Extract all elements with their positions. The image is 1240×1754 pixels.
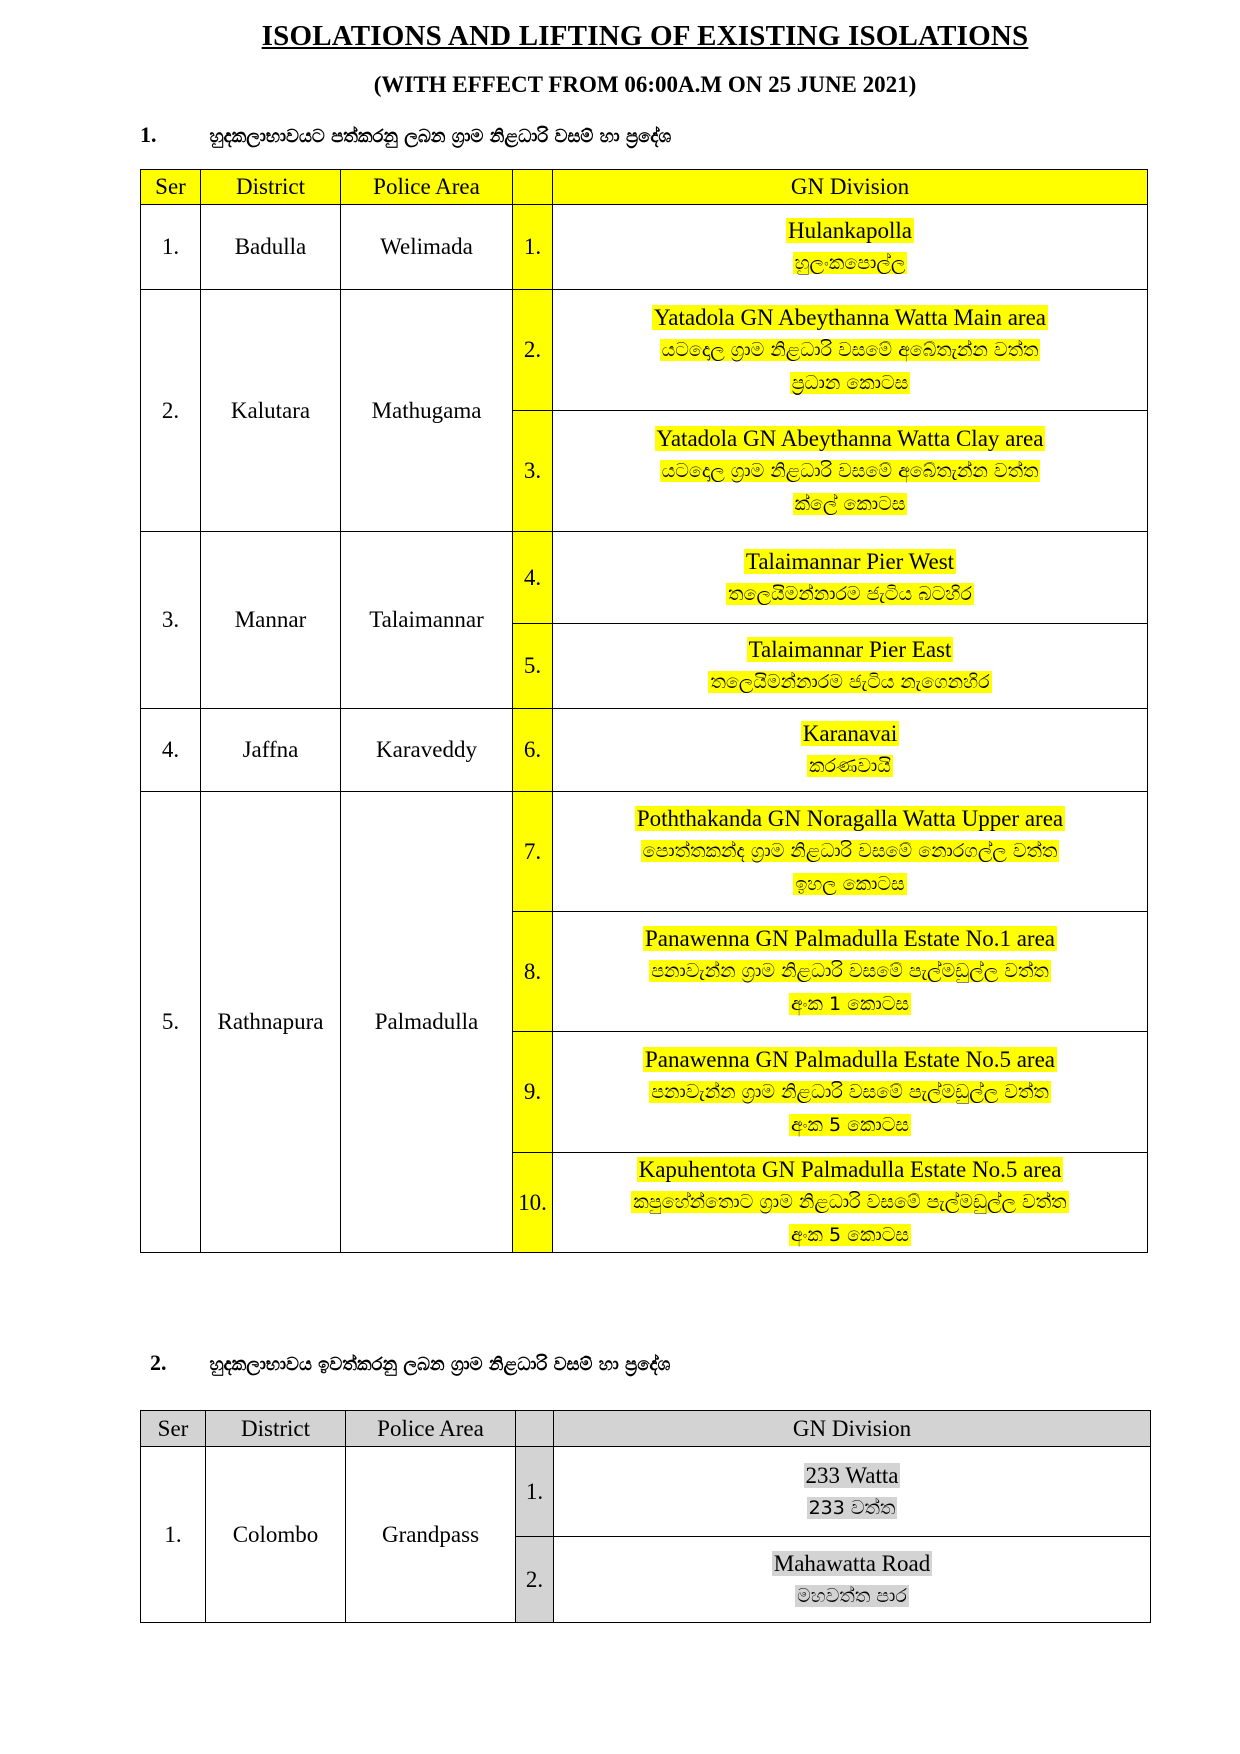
table-body [141,1447,1151,1623]
police-area-cell: Palmadulla [341,792,513,1253]
gn-name-sinhala [553,666,1147,699]
gn-name-sinhala-text: ප්‍රධාන කොටස [791,371,909,394]
gn-division-cell [553,912,1148,1032]
index-cell: 4. [513,532,553,624]
gn-name-english [553,301,1147,334]
section-heading-text: හුදකලාභාවය ඉවත්කරනු ලබන ග්‍රාම නිළධාරි වසම් හා ප්‍රදේශ [209,1354,671,1375]
index-cell: 2. [513,290,553,411]
gn-name-english [553,633,1147,666]
table-row [141,792,1148,912]
gn-name-english-text: Hulankapolla [788,218,912,243]
gn-name-english [554,1459,1150,1492]
police-area-cell: Talaimannar [341,532,513,709]
document-subtitle: (WITH EFFECT FROM 06:00A.M ON 25 JUNE 2021) [373,72,917,97]
gn-name-sinhala-text: යටදොල ග්‍රාම නිළධාරි වසමේ අබේතැන්න වත්ත [661,338,1039,361]
gn-name-sinhala [554,1492,1150,1525]
gn-name-english [553,1043,1147,1076]
section-2-heading [150,1350,670,1376]
gn-division-cell [554,1537,1151,1623]
index-cell: 8. [513,912,553,1032]
document-title: ISOLATIONS AND LIFTING OF EXISTING ISOLATIONS [261,20,1029,52]
gn-name-sinhala-text: යටදොල ග්‍රාම නිළධාරි වසමේ අබේතැන්න වත්ත [661,459,1039,482]
table-row [141,205,1148,290]
gn-name-english [554,1547,1150,1580]
gn-name-english-text: Karanavai [802,721,898,746]
ser-cell: 1. [141,1447,206,1623]
ser-cell: 2. [141,290,201,532]
gn-name-sinhala [554,1580,1150,1613]
gn-name-sinhala [553,488,1147,521]
gn-division-cell [554,1447,1151,1537]
index-cell: 3. [513,411,553,532]
gn-name-sinhala [553,988,1147,1021]
column-header-ser: Ser [141,1411,206,1447]
gn-name-english [553,214,1147,247]
district-cell: Rathnapura [201,792,341,1253]
gn-name-english [553,1153,1147,1186]
gn-name-sinhala [553,578,1147,611]
gn-name-sinhala [553,750,1147,783]
gn-division-cell [553,1153,1148,1253]
gn-name-english [553,545,1147,578]
gn-name-sinhala-text: පනාවැන්න ග්‍රාම නිළධාරි වසමේ පැල්මඩුල්ල වත්ත [651,960,1049,982]
gn-name-english-text: Panawenna GN Palmadulla Estate No.5 area [644,1046,1056,1072]
ser-cell: 1. [141,205,201,290]
gn-name-sinhala [553,247,1147,280]
gn-name-english-text: Panawenna GN Palmadulla Estate No.1 area [644,926,1056,951]
district-cell: Kalutara [201,290,341,532]
section-1-heading [140,122,671,148]
column-header-index [513,170,553,205]
gn-name-sinhala [553,334,1147,367]
ser-cell: 4. [141,709,201,792]
index-cell: 1. [513,205,553,290]
gn-name-sinhala [553,455,1147,488]
gn-name-sinhala [553,1076,1147,1109]
table-row [141,1447,1151,1537]
table-row [141,532,1148,624]
column-header-ser: Ser [141,170,201,205]
gn-name-sinhala [553,835,1147,868]
police-area-cell: Welimada [341,205,513,290]
gn-name-sinhala [553,955,1147,988]
gn-name-english-text: Mahawatta Road [773,1550,931,1576]
gn-name-sinhala-text: මහවත්ත පාර [797,1584,907,1607]
gn-name-sinhala [553,1186,1147,1219]
gn-name-english-text: Yatadola GN Abeythanna Watta Main area [653,304,1047,330]
gn-name-english-text: Yatadola GN Abeythanna Watta Clay area [656,425,1044,451]
gn-division-cell [553,624,1148,709]
gn-division-cell [553,792,1148,912]
column-header-gn-division: GN Division [553,170,1148,205]
gn-name-english-text: Talaimannar Pier West [745,548,955,574]
gn-name-english-text: Talaimannar Pier East [748,637,952,662]
isolations-table [140,169,1148,1253]
gn-name-sinhala-text: 233 වත්ත [808,1496,896,1519]
table-row [141,290,1148,411]
index-cell: 5. [513,624,553,709]
index-cell: 10. [513,1153,553,1253]
column-header-police-area: Police Area [346,1411,516,1447]
table-body [141,205,1148,1253]
gn-division-cell [553,1032,1148,1153]
gn-name-sinhala [553,868,1147,901]
gn-name-sinhala [553,367,1147,400]
gn-name-english-text: Kapuhentota GN Palmadulla Estate No.5 area [638,1157,1062,1182]
ser-cell: 5. [141,792,201,1253]
gn-name-english-text: 233 Watta [805,1462,899,1488]
gn-division-cell [553,290,1148,411]
gn-name-sinhala-text: අංක 1 කොටස [790,993,910,1015]
gn-name-english [553,717,1147,750]
column-header-police-area: Police Area [341,170,513,205]
police-area-cell: Karaveddy [341,709,513,792]
index-cell: 9. [513,1032,553,1153]
gn-name-sinhala-text: තලෙයිමන්නාරම ජැටිය නැගෙනහිර [710,671,990,693]
section-heading-text: හුදකලාභාවයට පත්කරනු ලබන ග්‍රාම නිළධාරි වසම් හා ප්‍රදේශ [209,126,672,147]
district-cell: Colombo [206,1447,346,1623]
gn-name-sinhala-text: අංක 5 කොටස [790,1113,910,1136]
gn-division-cell [553,709,1148,792]
gn-name-english [553,802,1147,835]
gn-name-sinhala-text: කරණවායි [809,755,891,777]
lifted-isolations-table [140,1410,1151,1623]
gn-name-sinhala-text: ඉහල කොටස [795,873,905,895]
gn-name-english-text: Poththakanda GN Noragalla Watta Upper area [636,806,1064,831]
table-row [141,709,1148,792]
gn-name-sinhala-text: අංක 5 කොටස [790,1224,910,1246]
index-cell: 2. [516,1537,554,1623]
gn-name-english [553,922,1147,955]
police-area-cell: Grandpass [346,1447,516,1623]
district-cell: Badulla [201,205,341,290]
column-header-district: District [201,170,341,205]
gn-name-sinhala-text: හුලංකපොල්ල [794,252,906,274]
column-header-district: District [206,1411,346,1447]
index-cell: 1. [516,1447,554,1537]
column-header-index [516,1411,554,1447]
gn-name-sinhala-text: කපුහේන්තොට ග්‍රාම නිළධාරි වසමේ පැල්මඩුල්ල වත්ත [633,1191,1067,1213]
gn-name-sinhala-text: තලෙයිමන්නාරම ජැටිය බටහිර [728,582,972,605]
gn-name-sinhala-text: පොත්තකන්ද ග්‍රාම නිළධාරි වසමේ නොරගල්ල වත්ත [642,840,1058,862]
district-cell: Mannar [201,532,341,709]
section-number: 2. [150,1350,167,1375]
gn-division-cell [553,205,1148,290]
gn-name-sinhala [553,1109,1147,1142]
index-cell: 7. [513,792,553,912]
police-area-cell: Mathugama [341,290,513,532]
column-header-gn-division: GN Division [554,1411,1151,1447]
index-cell: 6. [513,709,553,792]
section-number: 1. [140,122,157,147]
gn-name-sinhala-text: ක්ලේ කොටස [794,492,906,515]
gn-division-cell [553,411,1148,532]
gn-division-cell [553,532,1148,624]
district-cell: Jaffna [201,709,341,792]
gn-name-english [553,422,1147,455]
gn-name-sinhala-text: පනාවැන්න ග්‍රාම නිළධාරි වසමේ පැල්මඩුල්ල වත්ත [651,1080,1049,1103]
ser-cell: 3. [141,532,201,709]
gn-name-sinhala [553,1219,1147,1252]
